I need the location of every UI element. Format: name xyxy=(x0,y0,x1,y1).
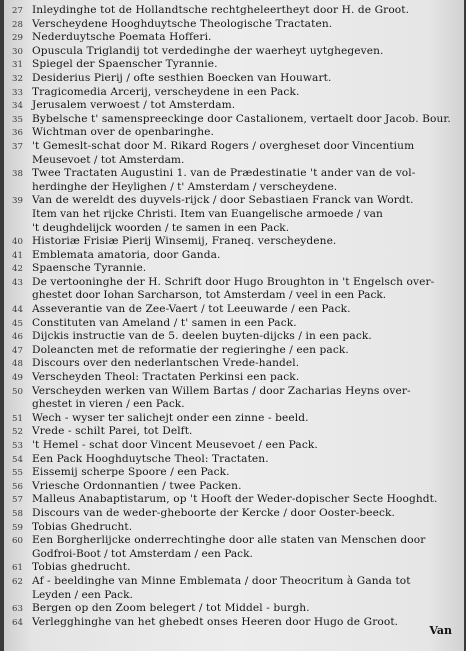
entry-number: 39 xyxy=(12,196,23,207)
entry-number: 59 xyxy=(12,522,23,533)
entry-text: Verlegghinghe van het ghebedt onses Heeren door Hugo de Groot. xyxy=(32,615,399,628)
entry-text: Twee Tractaten Augustini 1. van de Prædestinatie 't ander van de vol- xyxy=(32,167,416,180)
entry-text: Item van het rijcke Christi. Item van Euangelische armoede / van xyxy=(32,207,383,220)
catalogue-entry-continuation xyxy=(12,289,458,303)
entry-text: 't deughdelijck woorden / te samen in een Pack. xyxy=(32,221,290,234)
catalogue-entry xyxy=(12,113,458,127)
catalogue-entry xyxy=(12,371,458,385)
entry-number: 41 xyxy=(12,250,23,261)
entry-number: 64 xyxy=(12,617,23,628)
entry-number: 30 xyxy=(12,46,23,57)
catalogue-entry xyxy=(12,303,458,317)
entry-number: 57 xyxy=(12,495,23,506)
entry-text: Meusevoet / tot Amsterdam. xyxy=(32,153,185,166)
catalogue-entry-continuation xyxy=(12,208,458,222)
entry-text: Verscheyden werken van Willem Bartas / door Zacharias Heyns over- xyxy=(32,384,411,397)
catalogue-entry xyxy=(12,18,458,32)
catalogue-entry xyxy=(12,167,458,181)
entry-text: Eissemij scherpe Spoore / een Pack. xyxy=(32,466,230,479)
entry-number: 56 xyxy=(12,481,23,492)
entry-text: Tobias ghedrucht. xyxy=(32,561,131,574)
entry-text: Tragicomedia Arcerij, verscheydene in een Pack. xyxy=(32,85,300,98)
entry-text: Malleus Anabaptistarum, op 't Hooft der Weder-dopischer Secte Hooghdt. xyxy=(32,493,438,506)
catalogue-entry xyxy=(12,317,458,331)
entry-text: Nederduytsche Poemata Hofferi. xyxy=(32,31,212,44)
entry-number: 28 xyxy=(12,19,23,30)
entry-text: Leyden / een Pack. xyxy=(32,588,133,601)
entry-text: Verscheyden Theol: Tractaten Perkinsi een pack. xyxy=(32,371,300,384)
entry-number: 61 xyxy=(12,563,23,574)
catalogue-entry xyxy=(12,45,458,59)
catalogue-entry xyxy=(12,235,458,249)
entry-text: Historiæ Frisiæ Pierij Winsemij, Franeq. verscheydene. xyxy=(32,235,337,248)
entry-number: 54 xyxy=(12,454,23,465)
catalogue-entry xyxy=(12,357,458,371)
catalogue-entry xyxy=(12,602,458,616)
catalogue-entry-continuation xyxy=(12,181,458,195)
entry-text: Vriesche Ordonnantien / twee Packen. xyxy=(32,479,242,492)
catalogue-entry xyxy=(12,412,458,426)
catalogue-entry xyxy=(12,330,458,344)
catalogue-entry-continuation xyxy=(12,154,458,168)
catalogue-entry xyxy=(12,140,458,154)
entry-number: 33 xyxy=(12,87,23,98)
entry-number: 29 xyxy=(12,33,23,44)
entry-text: Emblemata amatoria, door Ganda. xyxy=(32,248,221,261)
entry-text: herdinghe der Heylighen / t' Amsterdam / verscheydene. xyxy=(32,180,338,193)
entry-text: Asseverantie van de Zee-Vaert / tot Leeuwarde / een Pack. xyxy=(32,303,351,316)
catalogue-entry xyxy=(12,276,458,290)
entry-text: Een Pack Hooghduytsche Theol: Tractaten. xyxy=(32,452,269,465)
entry-text: Discours over den nederlantschen Vrede-handel. xyxy=(32,357,300,370)
entry-number: 60 xyxy=(12,536,23,547)
entry-text: Desiderius Pierij / ofte sesthien Boecken van Houwart. xyxy=(32,71,332,84)
entry-text: Godfroi-Boot / tot Amsterdam / een Pack. xyxy=(32,547,253,560)
entry-number: 55 xyxy=(12,468,23,479)
entry-text: Constituten van Ameland / t' samen in een Pack. xyxy=(32,316,297,329)
entry-text: ghestet in vieren / een Pack. xyxy=(32,398,185,411)
entry-number: 58 xyxy=(12,508,23,519)
entry-number: 45 xyxy=(12,318,23,329)
entry-text: ghestet door Iohan Sarcharson, tot Amsterdam / veel in een Pack. xyxy=(32,289,387,302)
entry-number: 37 xyxy=(12,141,23,152)
catalogue-entry xyxy=(12,86,458,100)
entry-text: Doleancten met de reformatie der regieringhe / een pack. xyxy=(32,343,349,356)
entry-text: Wichtman over de openbaringhe. xyxy=(32,126,215,139)
entry-text: 't Gemeslt-schat door M. Rikard Rogers / overgheset door Vincentium xyxy=(32,139,415,152)
catalogue-entry xyxy=(12,534,458,548)
entry-text: Opuscula Triglandij tot verdedinghe der waerheyt uytghegeven. xyxy=(32,44,384,57)
entry-number: 50 xyxy=(12,386,23,397)
entry-number: 51 xyxy=(12,413,23,424)
catalogue-entry-continuation xyxy=(12,222,458,236)
entry-number: 43 xyxy=(12,277,23,288)
entry-text: Discours van de weder-gheboorte der Kercke / door Ooster-beeck. xyxy=(32,506,395,519)
entry-number: 34 xyxy=(12,101,23,112)
catalogue-entry xyxy=(12,194,458,208)
entry-number: 27 xyxy=(12,6,23,16)
catalogue-entry xyxy=(12,126,458,140)
entry-number: 42 xyxy=(12,264,23,275)
entry-text: 't Hemel - schat door Vincent Meusevoet / een Pack. xyxy=(32,439,318,451)
entry-number: 40 xyxy=(12,237,23,248)
catalogue-entry xyxy=(12,466,458,480)
catalogue-entry-continuation xyxy=(12,548,458,562)
entry-text: Af - beeldinghe van Minne Emblemata / door Theocritum à Ganda tot xyxy=(32,574,411,587)
catalogue-entry xyxy=(12,262,458,276)
catalogue-entry xyxy=(12,521,458,535)
catalogue-entry xyxy=(12,453,458,467)
catalogue-entry xyxy=(12,480,458,494)
entry-number: 52 xyxy=(12,427,23,438)
entry-text: Dijckis instructie van de 5. deelen buyten-dijcks / in een pack. xyxy=(32,330,372,343)
entry-text: Jerusalem verwoest / tot Amsterdam. xyxy=(32,99,236,112)
entry-number: 48 xyxy=(12,359,23,370)
entry-text: Inleydinghe tot de Hollandtsche rechtgheleertheyt door H. de Groot. xyxy=(32,4,410,16)
catalogue-entry xyxy=(12,72,458,86)
entry-text: Bybelsche t' samenspreeckinge door Castalionem, vertaelt door Jacob. Bour. xyxy=(32,112,451,125)
catalogue-entry xyxy=(12,439,458,453)
entry-number: 31 xyxy=(12,60,23,71)
entry-number: 46 xyxy=(12,332,23,343)
catalogue-entry xyxy=(12,31,458,45)
entry-text: Verscheydene Hooghduytsche Theologische Tractaten. xyxy=(32,17,333,30)
catalogue-entry-continuation xyxy=(12,589,458,603)
catalogue-entry xyxy=(12,575,458,589)
entry-text: Een Borgherlijcke onderrechtinghe door alle staten van Menschen door xyxy=(32,534,426,547)
entry-number: 32 xyxy=(12,73,23,84)
entry-text: Tobias Ghedrucht. xyxy=(32,520,133,533)
catalogue-entry xyxy=(12,344,458,358)
entry-number: 62 xyxy=(12,576,23,587)
entry-number: 63 xyxy=(12,604,23,615)
catalogue-entry xyxy=(12,99,458,113)
catalogue-entry xyxy=(12,425,458,439)
entry-text: Spaensche Tyrannie. xyxy=(32,262,147,275)
entry-number: 44 xyxy=(12,305,23,316)
catalogue-entry xyxy=(12,561,458,575)
catalogue-entry xyxy=(12,4,458,18)
entry-text: Wech - wyser ter salichejt onder een zinne - beeld. xyxy=(32,411,309,424)
entry-text: Van de wereldt des duyvels-rijck / door Sebastiaen Franck van Wordt. xyxy=(32,194,414,207)
catalogue-entry xyxy=(12,493,458,507)
catalogue-entry xyxy=(12,385,458,399)
catalogue-list xyxy=(12,4,458,629)
entry-number: 53 xyxy=(12,441,23,451)
entry-text: Vrede - schilt Parei, tot Delft. xyxy=(32,425,193,438)
catalogue-entry xyxy=(12,616,458,630)
catalogue-entry xyxy=(12,249,458,263)
entry-text: Spiegel der Spaenscher Tyrannie. xyxy=(32,58,218,71)
catchword: Van xyxy=(429,624,452,637)
entry-number: 36 xyxy=(12,128,23,139)
book-page xyxy=(4,0,464,651)
entry-number: 38 xyxy=(12,169,23,180)
entry-number: 49 xyxy=(12,373,23,384)
catalogue-entry xyxy=(12,507,458,521)
catalogue-entry xyxy=(12,58,458,72)
entry-number: 35 xyxy=(12,114,23,125)
entry-text: Bergen op den Zoom belegert / tot Middel - burgh. xyxy=(32,602,310,615)
entry-text: De vertooninghe der H. Schrift door Hugo Broughton in 't Engelsch over- xyxy=(32,275,435,288)
catalogue-entry-continuation xyxy=(12,398,458,412)
entry-number: 47 xyxy=(12,345,23,356)
